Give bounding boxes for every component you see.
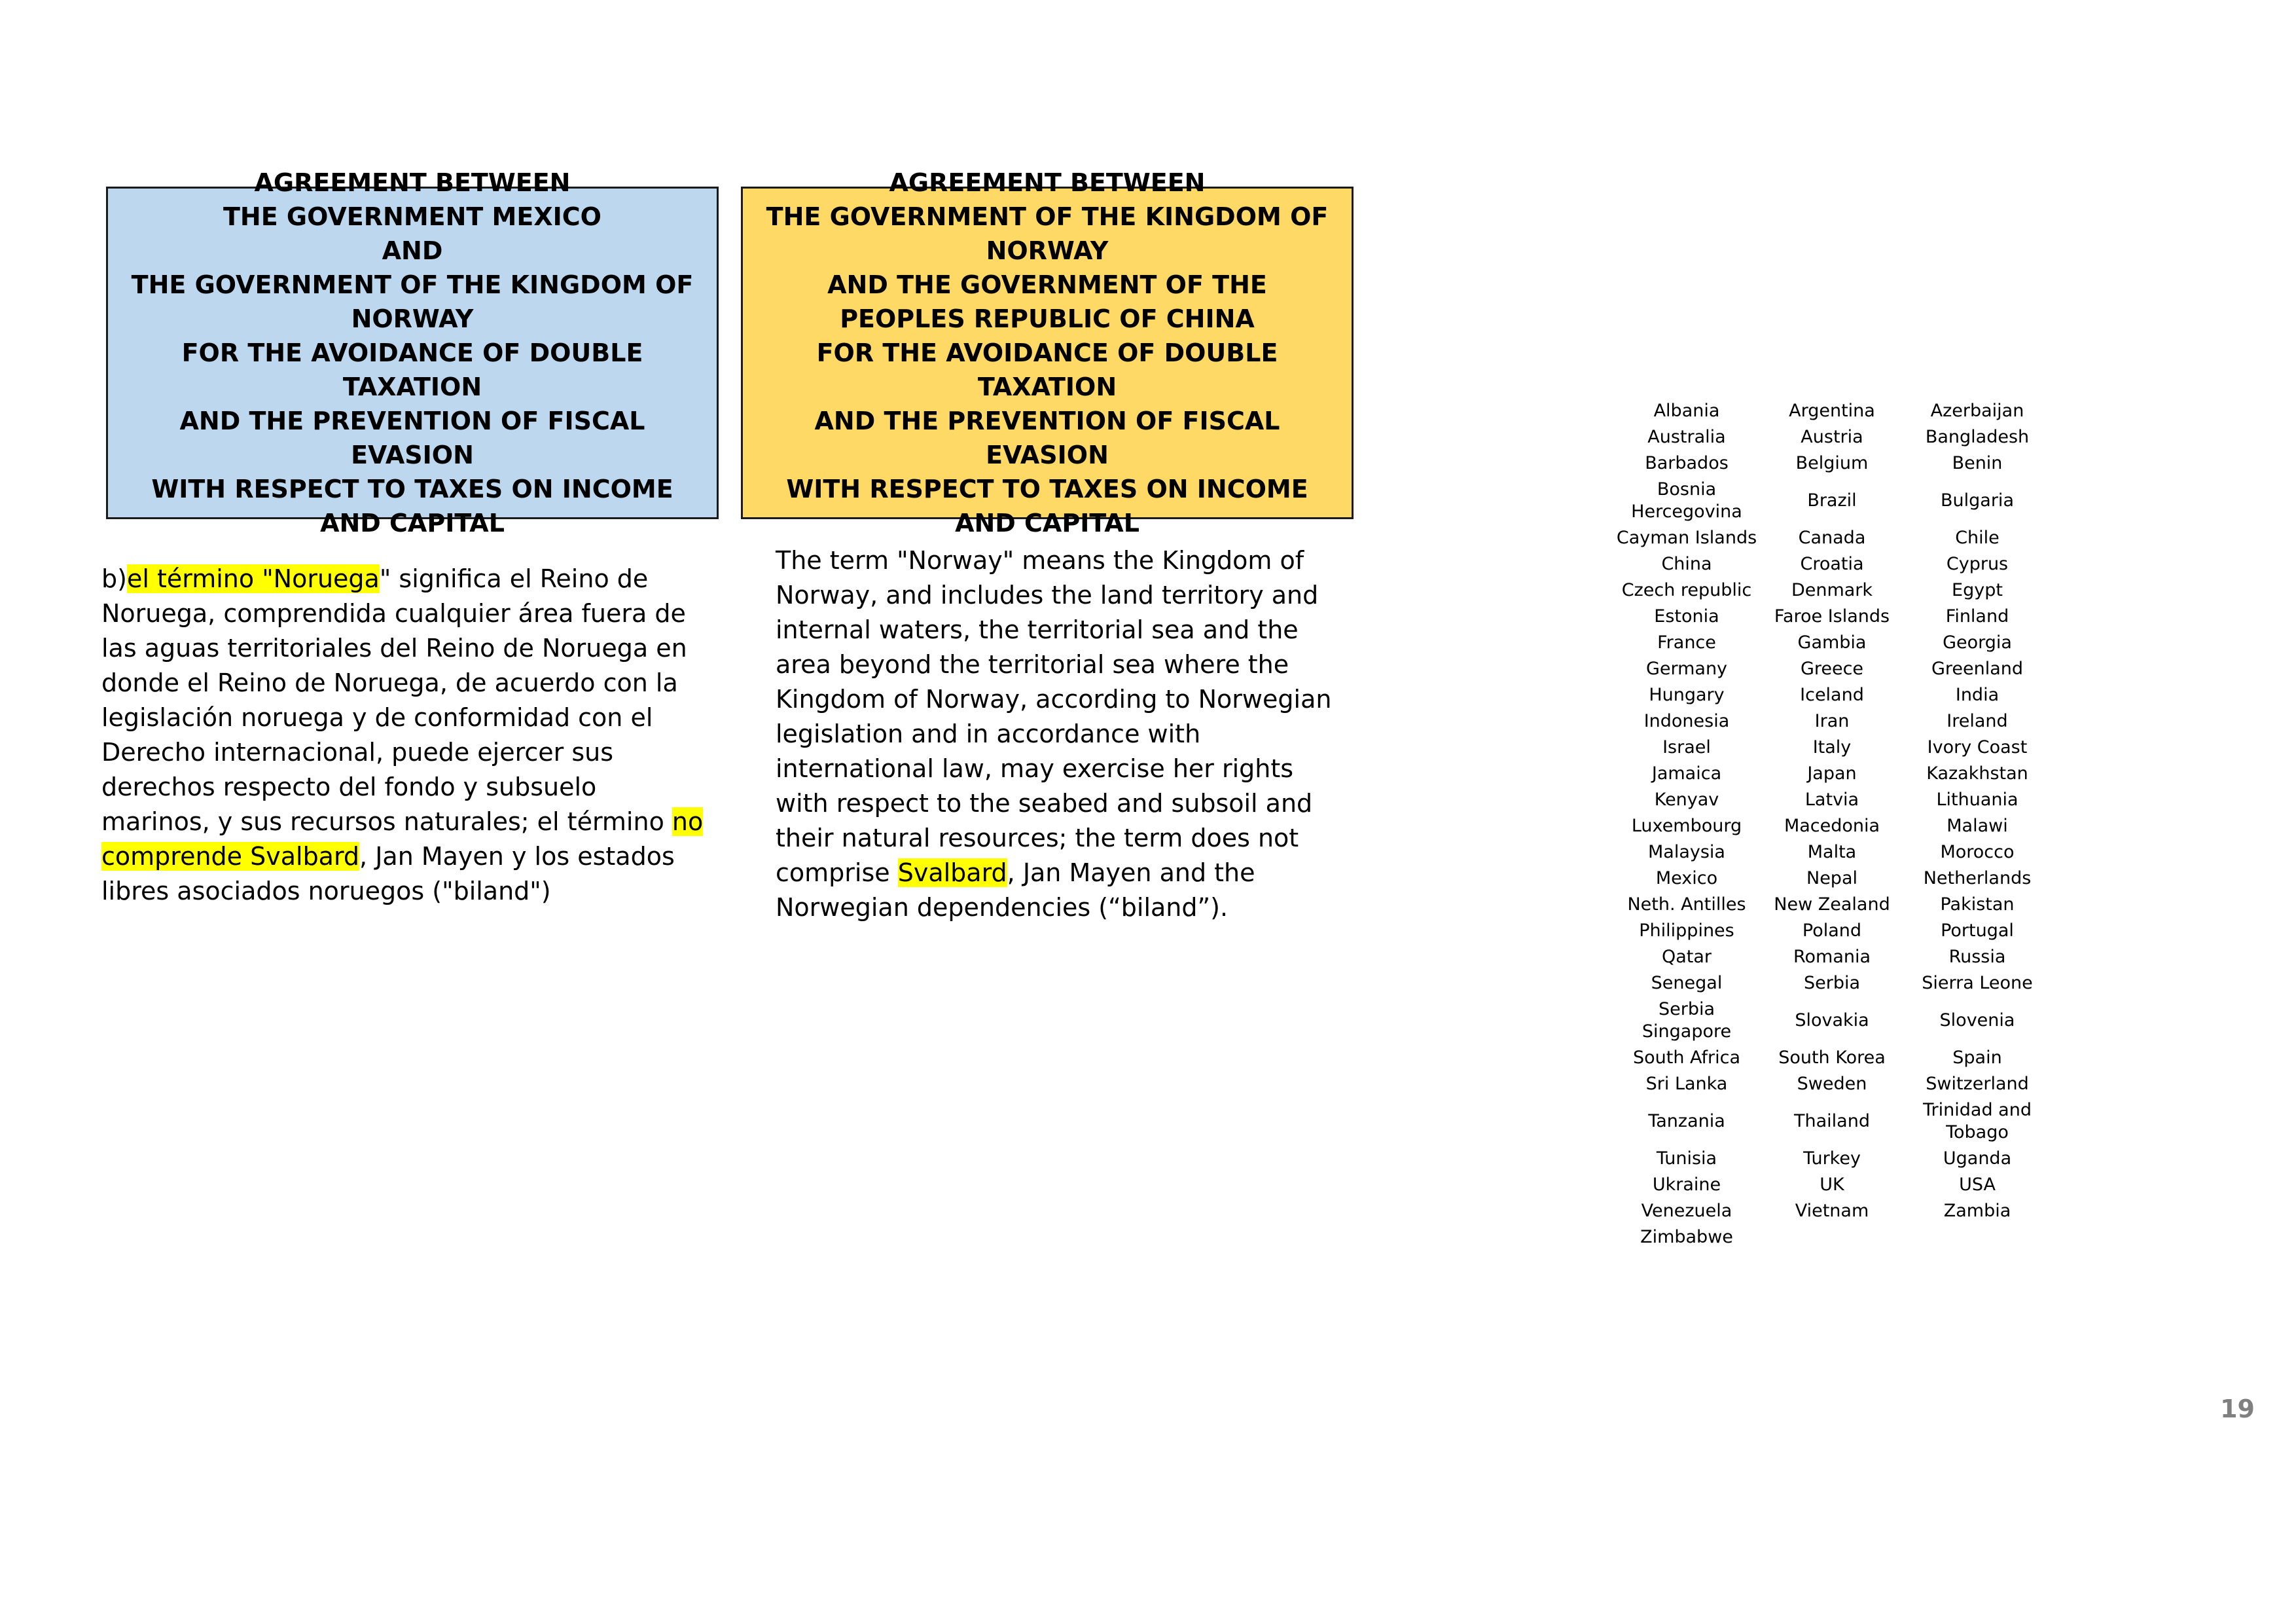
country-cell: Denmark (1791, 580, 1873, 600)
country-row (1614, 630, 2050, 656)
country-row (1614, 1172, 2050, 1198)
country-row (1614, 892, 2050, 918)
title-line: FOR THE AVOIDANCE OF DOUBLE TAXATION (816, 338, 1278, 401)
country-cell: Kazakhstan (1926, 763, 2028, 784)
country-cell: Russia (1948, 947, 2006, 967)
country-cell: Jamaica (1651, 763, 1722, 784)
country-row (1614, 604, 2050, 630)
country-cell: Thailand (1794, 1111, 1870, 1131)
country-cell: Italy (1812, 737, 1852, 757)
agreement-title-norway-china (741, 168, 1354, 538)
country-row (1614, 866, 2050, 892)
country-cell: Macedonia (1784, 816, 1880, 836)
highlight-no-comprende-svalbard: no comprende Svalbard (101, 807, 704, 871)
country-cell: Slovenia (1939, 1010, 2015, 1030)
country-row (1614, 682, 2050, 708)
country-row (1614, 944, 2050, 970)
country-cell: Vietnam (1795, 1201, 1869, 1221)
country-row (1614, 1224, 2050, 1250)
country-cell: Kenyav (1654, 790, 1719, 810)
country-row (1614, 450, 2050, 477)
country-cell: Faroe Islands (1774, 606, 1890, 627)
country-cell: Sweden (1797, 1074, 1867, 1094)
country-cell: New Zealand (1774, 894, 1890, 915)
country-row (1614, 1198, 2050, 1224)
country-cell: Poland (1802, 921, 1862, 941)
country-row (1614, 656, 2050, 682)
country-cell: Morocco (1940, 842, 2015, 862)
country-cell: Lithuania (1936, 790, 2018, 810)
country-cell: South Korea (1778, 1048, 1886, 1068)
country-cell: Trinidad and Tobago (1923, 1100, 2032, 1142)
country-cell: Greece (1800, 659, 1864, 679)
title-line: AGREEMENT BETWEEN (889, 168, 1206, 197)
text-before: The term "Norway" means the Kingdom of Norway, and includes the land territory and internal waters, the territorial sea and the area beyond the territorial sea where the Kingdom of Norway, according to Norwegian legislation and in accordance with international law, may exercise her rights with respect to the seabed and subsoil and their natural resources; the term does not comprise (776, 546, 1332, 887)
country-cell: Georgia (1943, 632, 2012, 653)
country-cell: Egypt (1952, 580, 2003, 600)
country-cell: Israel (1662, 737, 1711, 757)
agreement-title-mexico-norway (106, 168, 719, 538)
country-cell: Tanzania (1648, 1111, 1725, 1131)
country-cell: Japan (1807, 763, 1857, 784)
title-line: WITH RESPECT TO TAXES ON INCOME AND CAPITAL (151, 475, 673, 538)
text-after: , Jan Mayen and the Norwegian dependencies (“biland”). (776, 858, 1255, 922)
country-row (1614, 918, 2050, 944)
country-row (1614, 813, 2050, 839)
title-line: WITH RESPECT TO TAXES ON INCOME AND CAPITAL (786, 475, 1308, 538)
country-cell: USA (1959, 1175, 1996, 1195)
country-cell: Cayman Islands (1616, 528, 1757, 548)
country-cell: UK (1820, 1175, 1844, 1195)
country-cell: Chile (1955, 528, 2000, 548)
country-row (1614, 761, 2050, 787)
country-cell: Benin (1952, 453, 2003, 473)
country-cell (1759, 1224, 1905, 1250)
text-suffix: , Jan Mayen y los estados libres asociados noruegos ("biland") (101, 842, 675, 905)
country-cell: Belgium (1795, 453, 1869, 473)
country-cell: Slovakia (1795, 1010, 1869, 1030)
country-cell: Germany (1645, 659, 1728, 679)
country-cell: Venezuela (1641, 1201, 1732, 1221)
country-cell: Tunisia (1656, 1148, 1717, 1169)
country-cell: Ukraine (1652, 1175, 1721, 1195)
country-row (1614, 839, 2050, 866)
country-cell: Canada (1798, 528, 1866, 548)
country-cell: Hungary (1649, 685, 1725, 705)
country-cell: Australia (1647, 427, 1726, 447)
country-cell: Ireland (1946, 711, 2008, 731)
country-row (1614, 787, 2050, 813)
country-cell: Pakistan (1940, 894, 2015, 915)
country-row (1614, 477, 2050, 525)
country-cell: Malta (1807, 842, 1857, 862)
title-line: AND THE PREVENTION OF FISCAL EVASION (814, 407, 1280, 469)
highlight-svalbard: Svalbard (897, 858, 1007, 887)
page-number: 19 (2220, 1395, 2255, 1423)
country-row (1614, 970, 2050, 996)
country-cell: South Africa (1632, 1048, 1741, 1068)
country-row (1614, 1045, 2050, 1071)
title-line: AND (382, 236, 443, 265)
country-cell: Greenland (1931, 659, 2024, 679)
highlight-term-noruega: el término "Noruega (126, 564, 380, 593)
title-line: AND THE PREVENTION OF FISCAL EVASION (179, 407, 645, 469)
title-line: FOR THE AVOIDANCE OF DOUBLE TAXATION (181, 338, 643, 401)
country-cell: Netherlands (1923, 868, 2032, 888)
country-cell: Turkey (1803, 1148, 1861, 1169)
country-row (1614, 525, 2050, 551)
country-cell: Zambia (1943, 1201, 2011, 1221)
country-cell: Nepal (1806, 868, 1857, 888)
country-row (1614, 577, 2050, 604)
title-line: AND THE GOVERNMENT OF THE PEOPLES REPUBLIC OF CHINA (827, 270, 1267, 333)
country-cell: Barbados (1645, 453, 1729, 473)
country-cell: Sierra Leone (1922, 973, 2033, 993)
country-row (1614, 1071, 2050, 1097)
text-prefix: b) (101, 564, 127, 593)
country-cell: Argentina (1789, 401, 1875, 421)
text-middle: " significa el Reino de Noruega, comprendida cualquier área fuera de las aguas territoriales del Reino de Noruega en donde el Reino de Noruega, de acuerdo con la legislación noruega y de conformidad con el Derecho internacional, puede ejercer sus derechos respecto del fondo y subsuelo marinos, y sus recursos naturales; el término (101, 564, 687, 836)
country-cell: Sri Lanka (1645, 1074, 1728, 1094)
country-cell: Brazil (1807, 490, 1857, 511)
country-cell: Uganda (1943, 1148, 2012, 1169)
country-cell: Cyprus (1946, 554, 2009, 574)
title-line: AGREEMENT BETWEEN (254, 168, 571, 197)
title-line: THE GOVERNMENT OF THE KINGDOM OF NORWAY (131, 270, 694, 333)
country-cell: Portugal (1941, 921, 2014, 941)
country-row (1614, 398, 2050, 424)
country-cell: Luxembourg (1631, 816, 1742, 836)
country-cell: Czech republic (1621, 580, 1752, 600)
country-cell: Bangladesh (1925, 427, 2030, 447)
country-cell: Albania (1653, 401, 1720, 421)
country-cell: India (1955, 685, 2000, 705)
country-row (1614, 735, 2050, 761)
country-row (1614, 424, 2050, 450)
country-cell: Ivory Coast (1927, 737, 2028, 757)
country-row (1614, 551, 2050, 577)
country-list-table (1614, 398, 2050, 1250)
country-cell: Malawi (1946, 816, 2008, 836)
country-cell: Bulgaria (1941, 490, 2014, 511)
country-cell: Switzerland (1926, 1074, 2029, 1094)
country-cell: Latvia (1804, 790, 1859, 810)
country-cell: Azerbaijan (1930, 401, 2024, 421)
country-cell: Qatar (1661, 947, 1712, 967)
country-cell: Philippines (1639, 921, 1734, 941)
country-cell: Malaysia (1648, 842, 1725, 862)
country-cell: Neth. Antilles (1627, 894, 1746, 915)
country-cell: Serbia (1803, 973, 1861, 993)
country-cell: Bosnia Hercegovina (1631, 479, 1742, 522)
title-line: THE GOVERNMENT OF THE KINGDOM OF NORWAY (766, 202, 1329, 265)
country-row (1614, 1097, 2050, 1146)
english-definition-text (776, 543, 1352, 925)
country-cell: Gambia (1797, 632, 1867, 653)
country-cell: Iceland (1800, 685, 1864, 705)
country-cell: Spain (1952, 1048, 2002, 1068)
country-row (1614, 708, 2050, 735)
country-cell: Indonesia (1643, 711, 1730, 731)
country-row (1614, 1146, 2050, 1172)
country-cell: France (1657, 632, 1716, 653)
country-cell: Senegal (1651, 973, 1723, 993)
country-cell (1905, 1224, 2050, 1250)
country-cell: Romania (1793, 947, 1871, 967)
country-cell: China (1661, 554, 1712, 574)
country-cell: Austria (1801, 427, 1863, 447)
country-cell: Finland (1945, 606, 2009, 627)
country-cell: Serbia Singapore (1641, 999, 1732, 1042)
country-row (1614, 996, 2050, 1045)
spanish-definition-text (101, 562, 704, 909)
country-cell: Iran (1814, 711, 1850, 731)
country-cell: Estonia (1654, 606, 1719, 627)
country-cell: Mexico (1655, 868, 1718, 888)
country-cell: Zimbabwe (1640, 1227, 1733, 1247)
country-cell: Croatia (1800, 554, 1864, 574)
title-line: THE GOVERNMENT MEXICO (223, 202, 601, 231)
